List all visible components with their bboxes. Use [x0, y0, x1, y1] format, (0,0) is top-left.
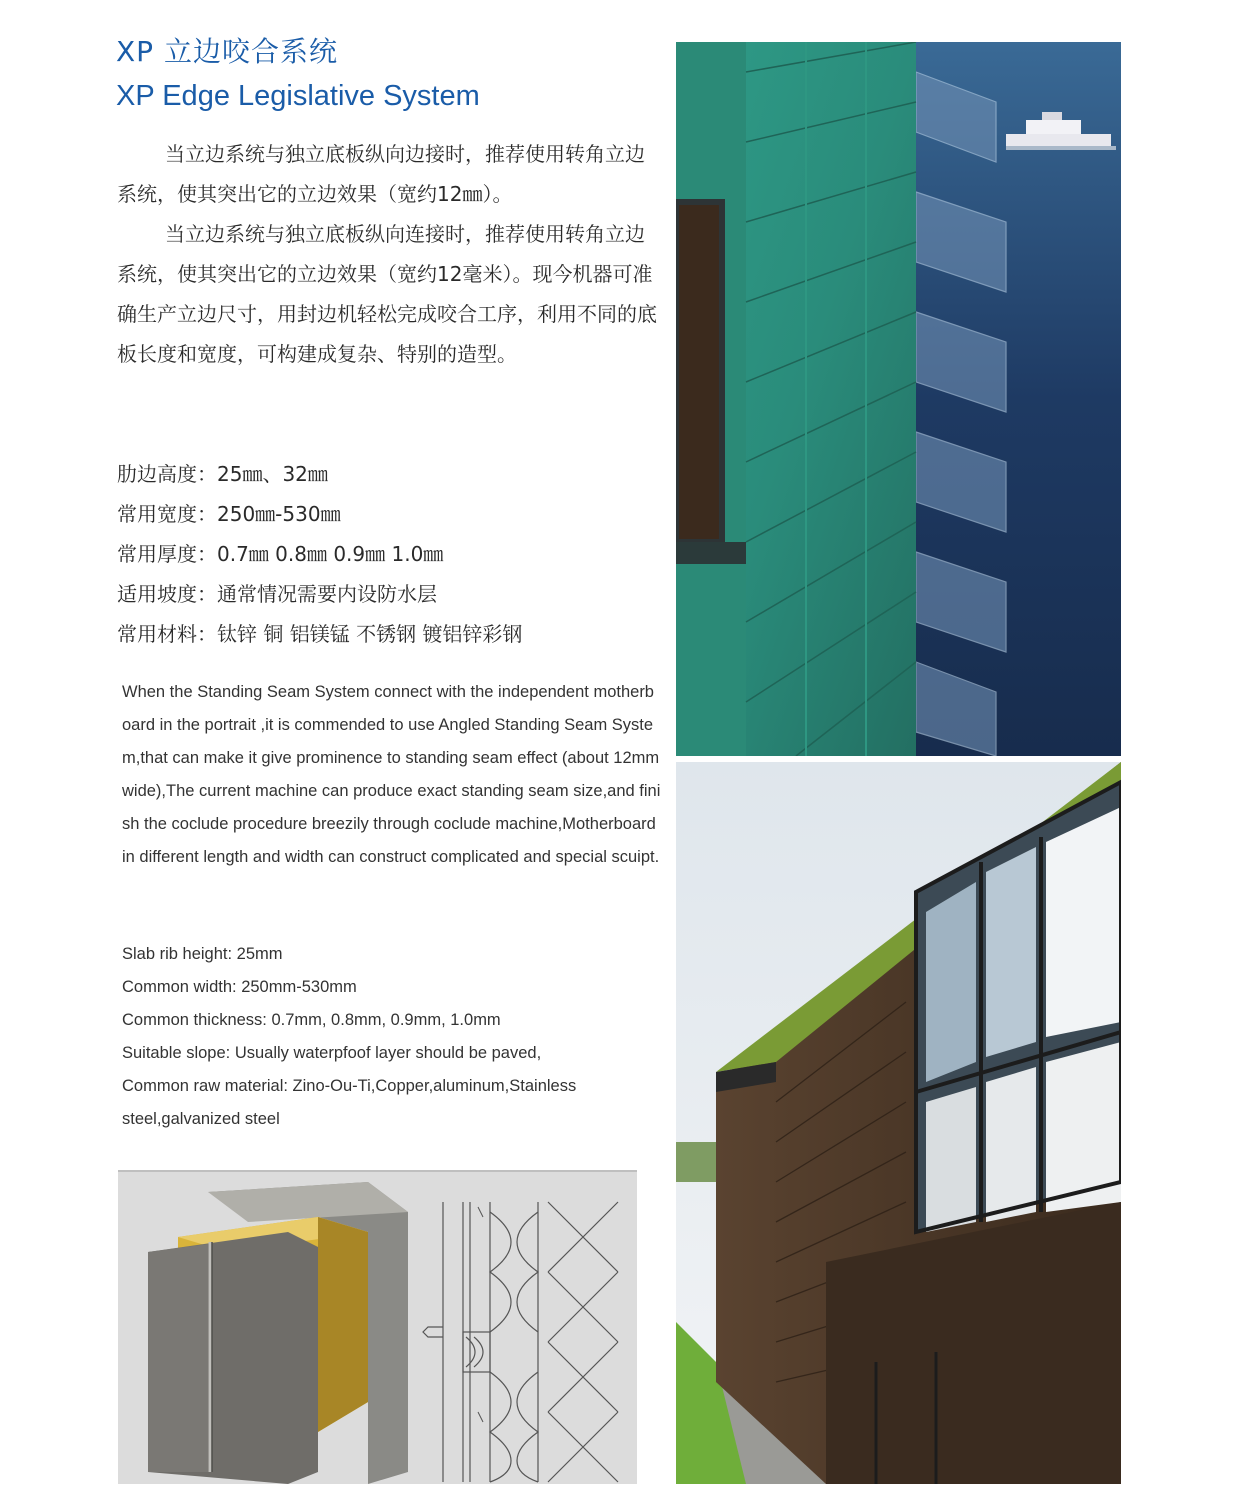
en-spec-width: Common width: 250mm-530mm — [122, 978, 357, 996]
en-spec-material: Common raw material: Zino-Ou-Ti,Copper,aluminum,Stainless steel,galvanized steel — [122, 1077, 577, 1128]
zh-spec-slope: 适用坡度：通常情况需要内设防水层 — [117, 582, 437, 606]
zh-spec-width: 常用宽度：250㎜-530㎜ — [117, 502, 341, 526]
en-spec-rib-height: Slab rib height: 25mm — [122, 945, 283, 963]
en-spec-slope: Suitable slope: Usually waterpfoof layer should be paved, — [122, 1044, 542, 1062]
zh-spec-material: 常用材料：钛锌 铜 铝镁锰 不锈钢 镀铝锌彩钢 — [117, 622, 523, 646]
zh-spec-list — [117, 454, 657, 654]
page-title-zh: XP 立边咬合系统 — [116, 35, 338, 68]
zh-paragraph-2: 当立边系统与独立底板纵向连接时，推荐使用转角立边系统，使其突出它的立边效果（宽约12毫米）。现今机器可准确生产立边尺寸，用封边机轻松完成咬合工序，利用不同的底板长度和宽度，可构建成复杂、特别的造型。 — [117, 222, 657, 366]
photo-brown-facade-building — [676, 762, 1121, 1484]
en-spec-list — [122, 938, 662, 1136]
zh-spec-rib-height: 肋边高度：25㎜、32㎜ — [117, 462, 328, 486]
page-title-en: XP Edge Legislative System — [116, 80, 480, 112]
photo-green-facade-sea — [676, 42, 1121, 756]
zh-description — [117, 134, 657, 374]
en-description: When the Standing Seam System connect with the independent motherboard in the portrait ,it is commended to use Angled Standing Seam System,that can make it give prominence to standing seam effect (about 12mm wide),The current machine can produce exact standing seam size,and finish the coclude procedure breezily through coclude machine,Motherboard in different length and width can construct complicated and special scuipt. — [122, 683, 661, 866]
diagram-standing-seam-section — [118, 1172, 637, 1484]
en-spec-thickness: Common thickness: 0.7mm, 0.8mm, 0.9mm, 1.0mm — [122, 1011, 501, 1029]
zh-spec-thickness: 常用厚度：0.7㎜ 0.8㎜ 0.9㎜ 1.0㎜ — [117, 542, 444, 566]
zh-paragraph-1: 当立边系统与独立底板纵向边接时，推荐使用转角立边系统，使其突出它的立边效果（宽约12㎜）。 — [117, 142, 645, 206]
